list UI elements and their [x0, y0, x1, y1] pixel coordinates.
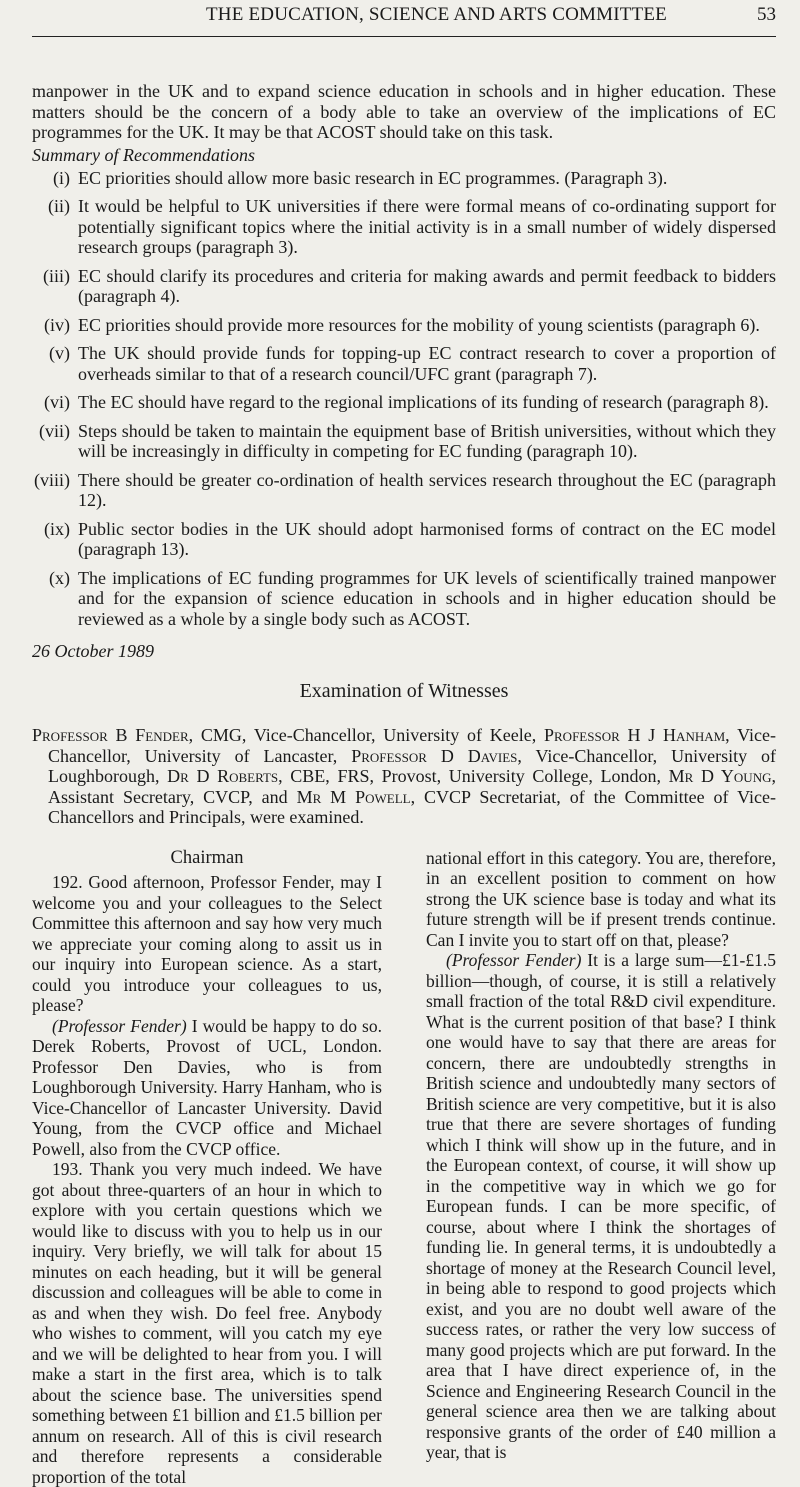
- recommendation-number: (vi): [32, 392, 78, 413]
- witness-list: [32, 725, 776, 828]
- recommendation-text: There should be greater co-ordination of health services research throughout the EC (paragraph 12).: [78, 470, 776, 511]
- reply-paragraph: [426, 950, 776, 1463]
- reply-speaker: (Professor Fender): [52, 1016, 187, 1036]
- transcript-columns: [32, 848, 776, 1487]
- witness-description: , CMG, Vice-Chancellor, University of Keele,: [189, 725, 544, 745]
- recommendation-text: Steps should be taken to maintain the equipment base of British universities, without which they will be increasingly in difficulty in competing for EC funding (paragraph 10).: [78, 421, 776, 462]
- witness-name: Professor H J Hanham: [544, 725, 725, 745]
- recommendation-item: [32, 266, 776, 307]
- recommendation-text: Public sector bodies in the UK should adopt harmonised forms of contract on the EC model (paragraph 13).: [78, 519, 776, 560]
- paragraph-192-reply: [32, 1016, 382, 1160]
- recommendation-item: [32, 470, 776, 511]
- witness-name: Mr D Young: [669, 766, 772, 786]
- paragraph-193: 193. Thank you very much indeed. We have got about three-quarters of an hour in which to explore with you certain questions which we would like to discuss with you to help us in our inquiry. Very briefly, we will talk for about 15 minutes on each heading, but it will be general discussion and colleagues will be able to come in as and when they wish. Do feel free. Anybody who wishes to comment, will you catch my eye and we will be delighted to hear from you. I will make a start in the first area, which is to talk about the science base. The universities spend something between £1 billion and £1.5 billion per annum on research. All of this is civil research and therefore represents a considerable proportion of the total: [32, 1159, 382, 1487]
- recommendation-text: The implications of EC funding programmes for UK levels of scientifically trained manpower and for the expansion of science education in schools and in higher education should be reviewed as a whole by a single body such as ACOST.: [78, 568, 776, 630]
- witness-name: Mr M Powell: [297, 787, 411, 807]
- left-column: [32, 848, 382, 1487]
- recommendation-number: (x): [32, 568, 78, 630]
- witness-description: , CBE, FRS, Provost, University College, London,: [278, 766, 668, 786]
- summary-heading: Summary of Recommendations: [32, 145, 776, 166]
- recommendation-text: The UK should provide funds for topping-up EC contract research to cover a proportion of overheads similar to that of a research council/UFC grant (paragraph 7).: [78, 343, 776, 384]
- intro-paragraph: manpower in the UK and to expand science education in schools and in higher education. These matters should be the concern of a body able to take an overview of the implications of EC programmes for the UK. It may be that ACOST should take on this task.: [32, 81, 776, 143]
- recommendation-item: [32, 392, 776, 413]
- reply-text: I would be happy to do so. Derek Roberts, Provost of UCL, London. Professor Den Davies, who is from Loughborough University. Harry Hanham, who is Vice-Chancellor of Lancaster University. David Young, from the CVCP office and Michael Powell, also from the CVCP office.: [32, 1016, 382, 1159]
- recommendation-number: (vii): [32, 421, 78, 462]
- paragraph-192: 192. Good afternoon, Professor Fender, may I welcome you and your colleagues to the Select Committee this afternoon and say how very much we appreciate your coming along to assit us in our inquiry into European science. As a start, could you introduce your colleagues to us, please?: [32, 872, 382, 1016]
- witness-description: , Assistant Secretary, CVCP, and: [48, 766, 776, 807]
- witness-description: , Vice-Chancellor, University of Loughborough,: [48, 746, 776, 787]
- recommendation-item: [32, 196, 776, 258]
- recommendation-number: (ii): [32, 196, 78, 258]
- running-head-title: THE EDUCATION, SCIENCE AND ARTS COMMITTEE: [206, 4, 667, 26]
- recommendation-text: EC should clarify its procedures and criteria for making awards and permit feedback to bidders (paragraph 4).: [78, 266, 776, 307]
- recommendations-list: [32, 168, 776, 630]
- recommendation-item: [32, 315, 776, 336]
- recommendation-item: [32, 343, 776, 384]
- witness-description: , Vice-Chancellor, University of Lancaster,: [48, 725, 776, 766]
- speaker-heading: Chairman: [32, 848, 382, 869]
- recommendation-number: (v): [32, 343, 78, 384]
- examination-heading: Examination of Witnesses: [32, 680, 776, 703]
- recommendation-item: [32, 421, 776, 462]
- reply-text: It is a large sum—£1-£1.5 billion—though, of course, it is still a relatively small fraction of the total R&D civil expenditure. What is the current position of that base? I think one would have to say that there are areas for concern, there are undoubtedly strengths in British science and undoubtedly many sectors of British science are very competitive, but it is also true that there are severe shortages of funding which I think will show up in the future, and in the European context, of course, it will show up in the competitive way in which we go for European funds. I can be more specific, of course, about where I think the shortages of funding lie. In general terms, it is undoubtedly a shortage of money at the Research Council level, in being able to respond to good projects which exist, and you are no doubt well aware of the success rates, or rather the very low success of many good projects which are put forward. In the area that I have direct experience of, in the Science and Engineering Research Council in the general science area then we are talking about responsive grants of the order of £40 million a year, that is: [426, 950, 776, 1462]
- reply-speaker: (Professor Fender): [446, 950, 581, 970]
- right-column: [426, 848, 776, 1487]
- recommendation-item: [32, 519, 776, 560]
- report-date: 26 October 1989: [32, 641, 776, 662]
- running-head: [32, 0, 776, 37]
- continuation-paragraph: national effort in this category. You are, therefore, in an excellent position to comment on how strong the UK science base is today and what its future strength will be if present trends continue. Can I invite you to start off on that, please?: [426, 848, 776, 951]
- recommendation-text: EC priorities should allow more basic research in EC programmes. (Paragraph 3).: [78, 168, 776, 189]
- recommendation-text: The EC should have regard to the regional implications of its funding of research (paragraph 8).: [78, 392, 776, 413]
- recommendation-number: (iii): [32, 266, 78, 307]
- recommendation-number: (viii): [32, 470, 78, 511]
- recommendation-text: It would be helpful to UK universities if there were formal means of co-ordinating support for potentially significant topics where the initial activity is in a small number of widely dispersed research groups (paragraph 3).: [78, 196, 776, 258]
- recommendation-item: [32, 568, 776, 630]
- witness-name: Professor B Fender: [32, 725, 189, 745]
- witness-name: Dr D Roberts: [167, 766, 278, 786]
- recommendation-number: (iv): [32, 315, 78, 336]
- witness-description: , CVCP Secretariat, of the Committee of Vice-Chancellors and Principals, were examined.: [48, 787, 776, 828]
- recommendation-number: (i): [32, 168, 78, 189]
- witness-name: Professor D Davies: [351, 746, 517, 766]
- recommendation-number: (ix): [32, 519, 78, 560]
- page-number: 53: [757, 4, 776, 26]
- recommendation-item: [32, 168, 776, 189]
- recommendation-text: EC priorities should provide more resources for the mobility of young scientists (paragraph 6).: [78, 315, 776, 336]
